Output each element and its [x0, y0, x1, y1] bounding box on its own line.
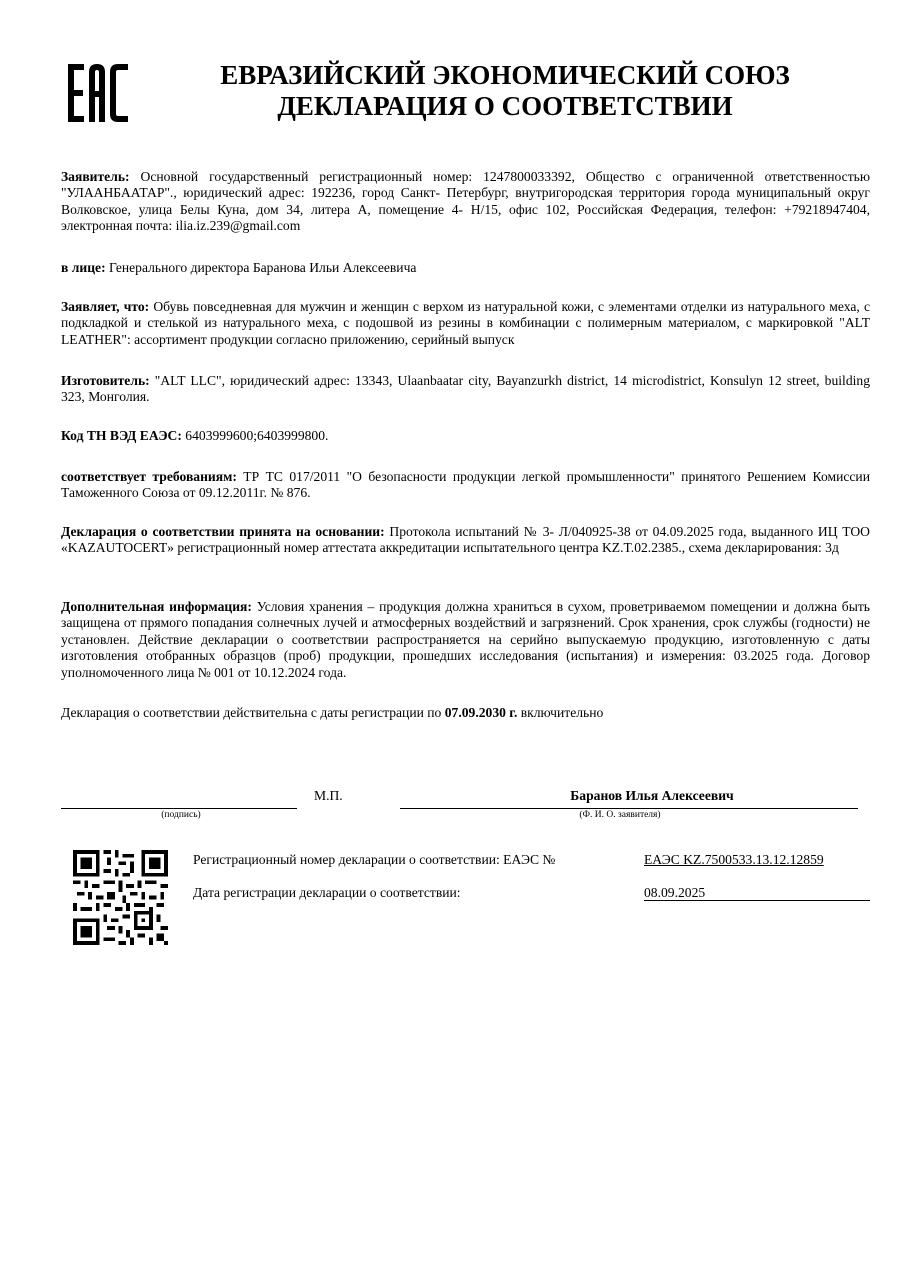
represented-text: Генерального директора Баранова Ильи Алексеевича [105, 260, 417, 275]
name-line [400, 808, 858, 809]
declares-section [61, 299, 870, 348]
manufacturer-label: Изготовитель: [61, 373, 150, 388]
registration-date-value: 08.09.2025 [644, 885, 706, 900]
additional-label: Дополнительная информация: [61, 599, 252, 614]
applicant-label: Заявитель: [61, 169, 130, 184]
stamp-label: М.П. [314, 788, 343, 803]
qr-code-icon [73, 850, 168, 945]
applicant-section [61, 169, 870, 235]
additional-text: Условия хранения – продукция должна храниться в сухом, проветриваемом помещении и должна быть защищена от прямого попадания солнечных лучей и атмосферных воздействий и загрязнений. Срок хранения, срок службы (годности) не установлен. Действие декларации о соответствии распространяется на серийно выпускаемую продукцию, изготовленную с даты изготовления отобранных образцов (проб) продукции, прошедших исследования (испытания) и измерения: 03.2025 года. Договор уполномоченного лица № 001 от 10.12.2024 года. [61, 599, 870, 680]
registration-date-label: Дата регистрации декларации о соответствии: [193, 885, 461, 900]
requirements-text: ТР ТС 017/2011 "О безопасности продукции легкой промышленности" принятого Решением Комиссии Таможенного Союза от 09.12.2011г. № 876. [61, 469, 870, 501]
declaration-title: ДЕКЛАРАЦИЯ О СООТВЕТСТВИИ [277, 91, 733, 121]
registration-date-line [644, 900, 870, 901]
requirements-section [61, 469, 870, 502]
additional-section [61, 599, 870, 681]
basis-section [61, 524, 870, 557]
basis-label: Декларация о соответствии принята на основании: [61, 524, 385, 539]
requirements-label: соответствует требованиям: [61, 469, 237, 484]
manufacturer-text: "ALT LLC", юридический адрес: 13343, Ulaanbaatar city, Bayanzurkh district, 14 microdistrict, Konsulyn 12 street, building 323, Монголия. [61, 373, 870, 405]
code-label: Код ТН ВЭД ЕАЭС: [61, 428, 182, 443]
declares-label: Заявляет, что: [61, 299, 150, 314]
declares-text: Обувь повседневная для мужчин и женщин с верхом из натуральной кожи, с элементами отделки из натурального меха, с подкладкой и стелькой из натурального меха, с подошвой из резины в комбинации с полимерным материалом, с маркировкой "ALT LEATHER": ассортимент продукции согласно приложению, серийный выпуск [61, 299, 870, 347]
eac-logo [66, 62, 130, 124]
registration-number-label: Регистрационный номер декларации о соответствии: ЕАЭС № [193, 852, 556, 867]
basis-text: Протокола испытаний № 3- Л/040925-38 от 04.09.2025 года, выданного ИЦ ТОО «KAZAUTOCERT» регистрационный номер аттестата аккредитации испытательного центра KZ.T.02.2385., схема декларирования: 3д [61, 524, 871, 556]
represented-section [61, 260, 870, 276]
signature-line [61, 808, 297, 809]
applicant-text: Основной государственный регистрационный номер: 1247800033392, Общество с ограниченной ответственностью "УЛААНБААТАР"., юридический адрес: 192236, город Санкт- Петербург, внутригородская территория города муниципальный округ Волковское, улица Белы Куна, дом 34, литера А, помещение 4- Н/15, офис 102, Российская Федерация, телефон: +79218947404, электронная почта: ilia.iz.239@gmail.com [61, 169, 870, 234]
represented-label: в лице: [61, 260, 106, 275]
code-section [61, 428, 870, 444]
validity-date: 07.09.2030 г. [444, 705, 518, 720]
registration-number-value: ЕАЭС KZ.7500533.13.12.12859 [644, 852, 824, 867]
signature-caption: (подпись) [161, 810, 201, 820]
manufacturer-section [61, 373, 870, 406]
validity-suffix: включительно [517, 705, 604, 720]
code-text: 6403999600;6403999800. [181, 428, 329, 443]
name-caption: (Ф. И. О. заявителя) [579, 810, 661, 820]
applicant-name: Баранов Илья Алексеевич [570, 788, 734, 803]
validity-section [61, 705, 870, 721]
document-header [160, 60, 850, 122]
union-title: ЕВРАЗИЙСКИЙ ЭКОНОМИЧЕСКИЙ СОЮЗ [220, 60, 790, 90]
validity-prefix: Декларация о соответствии действительна с даты регистрации по [61, 705, 445, 720]
